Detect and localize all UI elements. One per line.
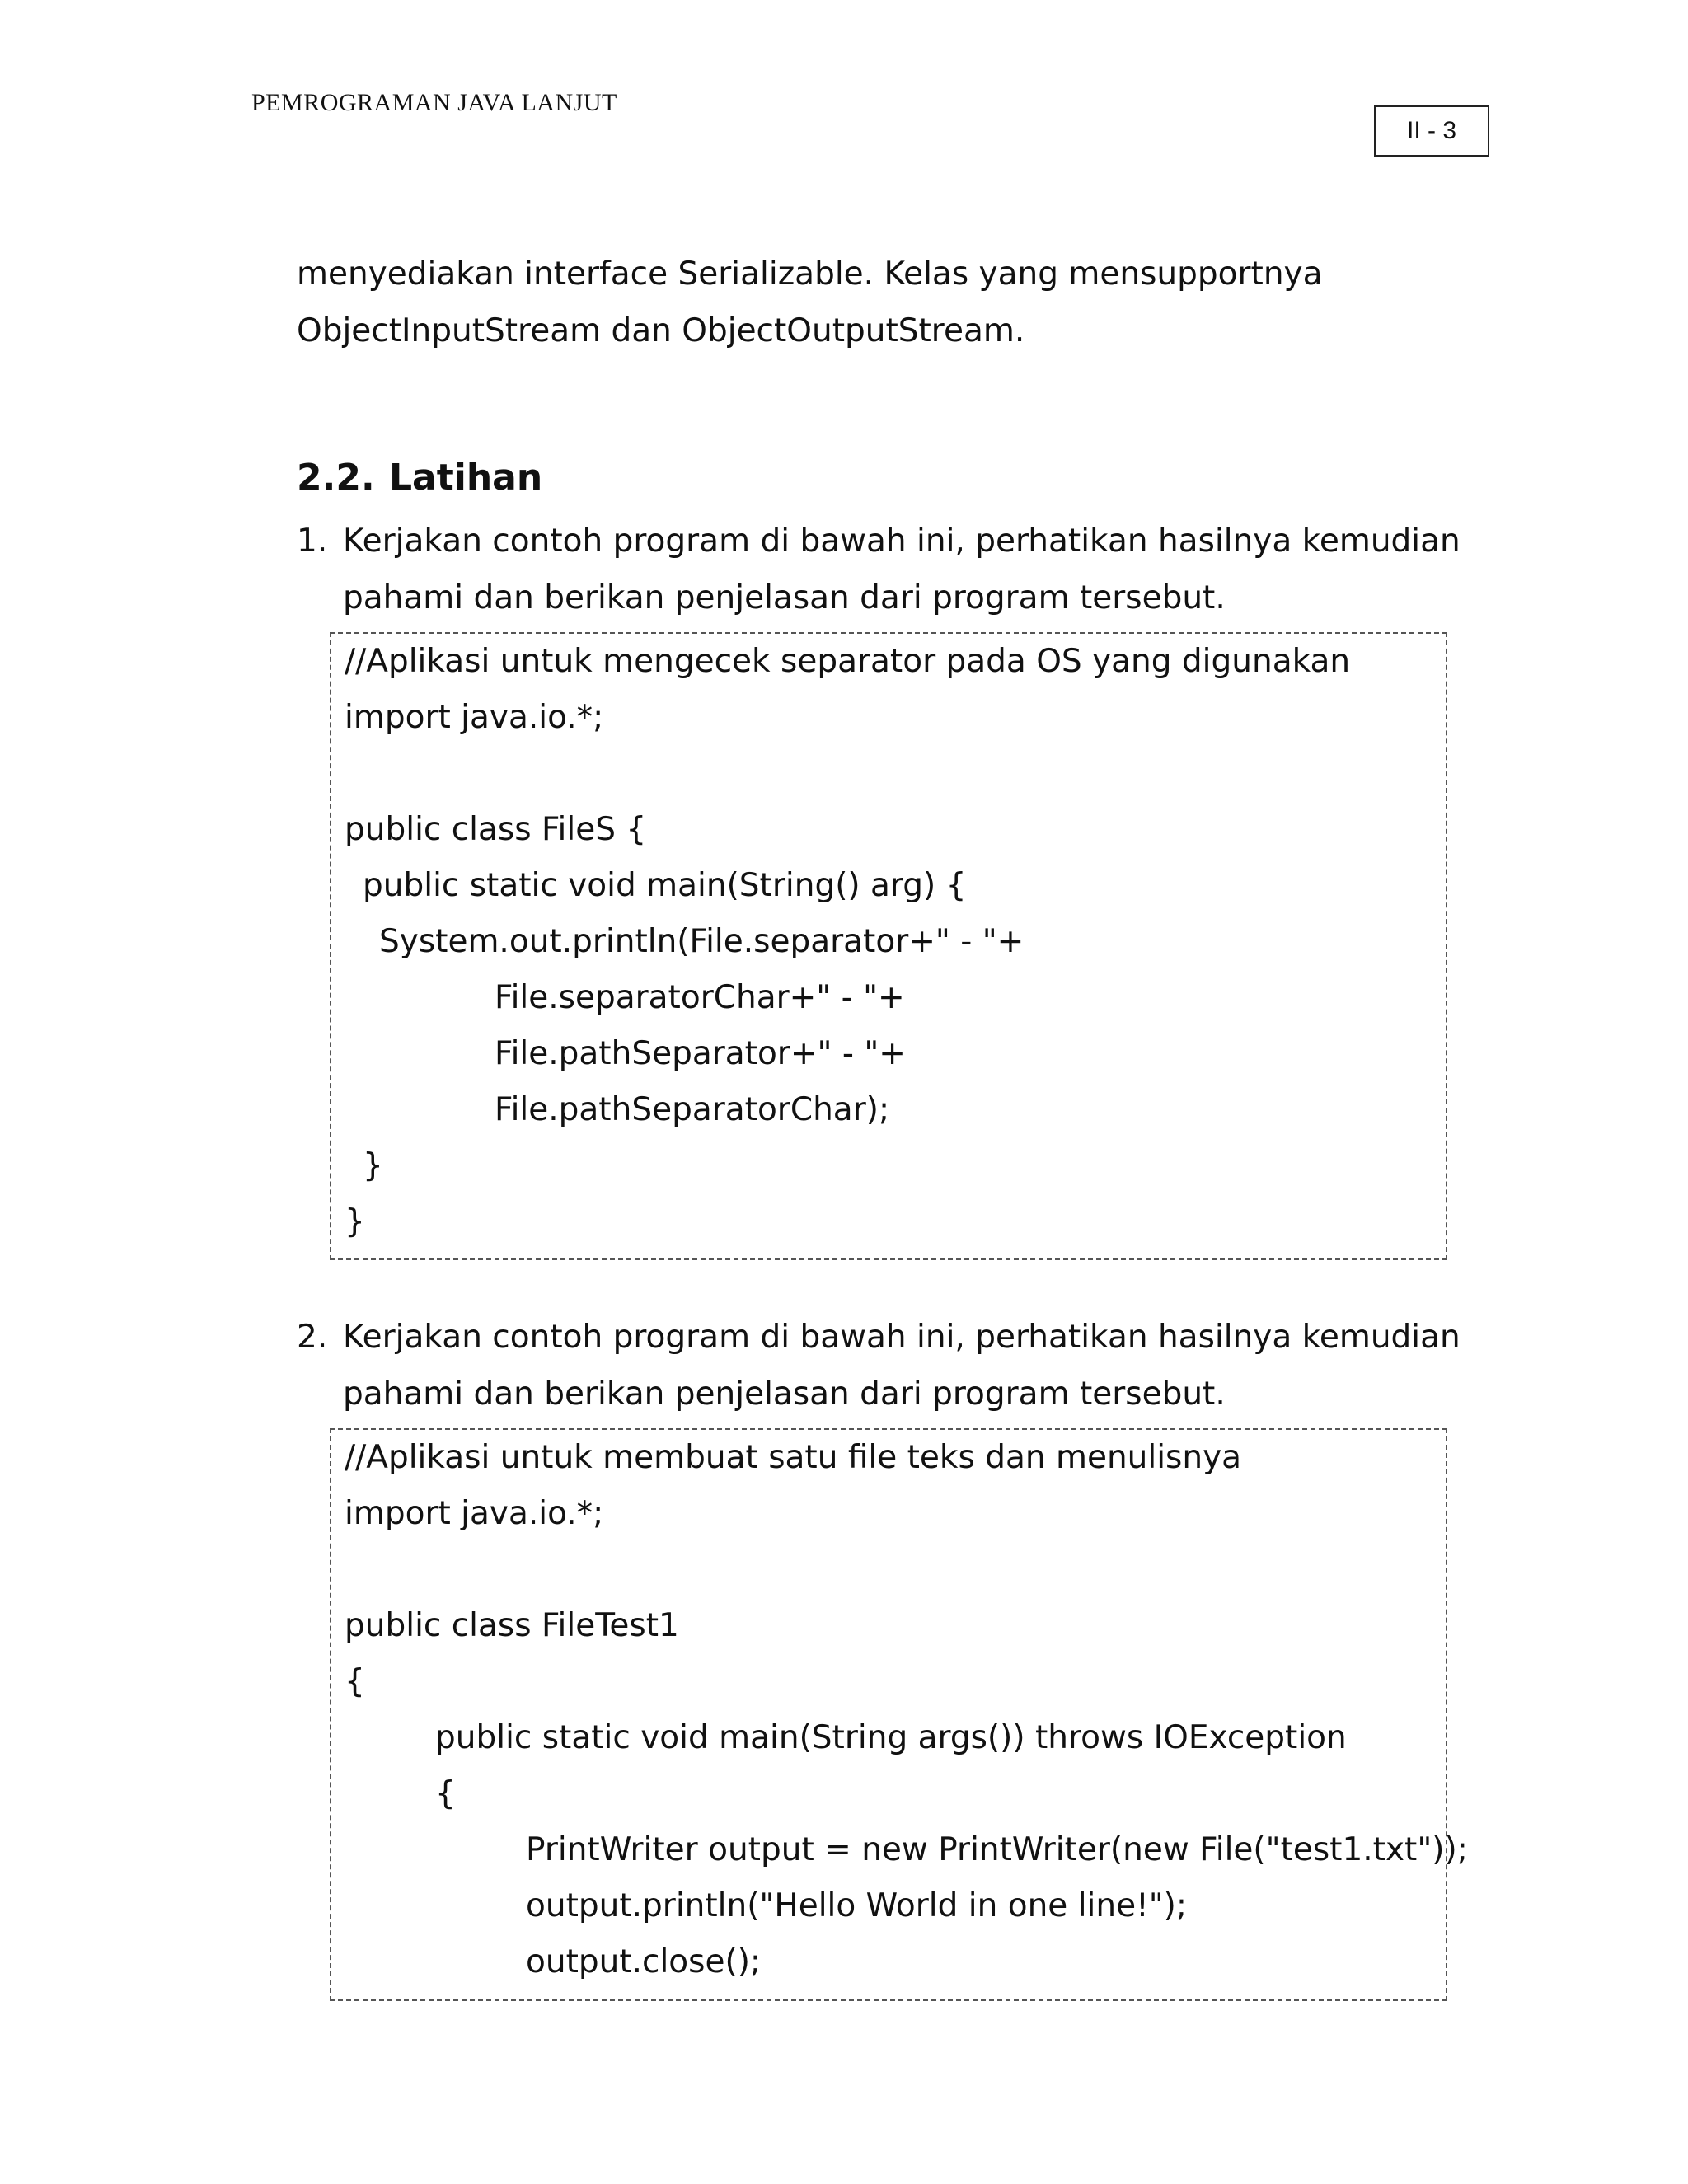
list-item-line: Kerjakan contoh program di bawah ini, perhatikan hasilnya kemudian (343, 523, 1461, 560)
code-line: public class FileS { (345, 811, 647, 848)
section-heading (297, 449, 542, 507)
page-number-box: II - 3 (1374, 105, 1489, 157)
code-line: import java.io.*; (345, 699, 604, 736)
code-line: File.pathSeparator+" - "+ (495, 1035, 906, 1072)
code-line: //Aplikasi untuk membuat satu file teks dan menulisnya (345, 1439, 1242, 1476)
code-line: File.separatorChar+" - "+ (495, 979, 905, 1016)
code-line: public static void main(String args()) throws IOException (435, 1719, 1347, 1756)
intro-line: menyediakan interface Serializable. Kelas yang mensupportnya (297, 255, 1323, 293)
code-line: { (435, 1775, 456, 1812)
code-block-1 (330, 632, 1447, 1260)
code-line: { (345, 1663, 365, 1700)
code-line: //Aplikasi untuk mengecek separator pada OS yang digunakan (345, 643, 1351, 680)
code-line: PrintWriter output = new PrintWriter(new File("test1.txt")); (526, 1831, 1468, 1868)
section-number: 2.2. (297, 457, 375, 499)
code-line: public class FileTest1 (345, 1607, 679, 1644)
intro-line: ObjectInputStream dan ObjectOutputStream. (297, 312, 1025, 349)
code-line: } (363, 1147, 383, 1184)
list-marker: 2. (297, 1319, 328, 1356)
list-item-line: pahami dan berikan penjelasan dari program tersebut. (343, 1376, 1226, 1413)
code-line: System.out.println(File.separator+" - "+ (379, 923, 1025, 960)
list-marker: 1. (297, 523, 328, 560)
code-line: output.close(); (526, 1943, 762, 1980)
list-item-line: Kerjakan contoh program di bawah ini, perhatikan hasilnya kemudian (343, 1319, 1461, 1356)
section-title: Latihan (389, 457, 543, 499)
header-title: PEMROGRAMAN JAVA LANJUT (251, 89, 617, 116)
code-line: File.pathSeparatorChar); (495, 1091, 890, 1128)
code-line: } (345, 1203, 365, 1240)
list-item-line: pahami dan berikan penjelasan dari program tersebut. (343, 579, 1226, 616)
code-line: import java.io.*; (345, 1495, 604, 1532)
code-line: output.println("Hello World in one line!"); (526, 1887, 1188, 1924)
code-block-2 (330, 1428, 1468, 2001)
code-line: public static void main(String() arg) { (363, 867, 967, 904)
